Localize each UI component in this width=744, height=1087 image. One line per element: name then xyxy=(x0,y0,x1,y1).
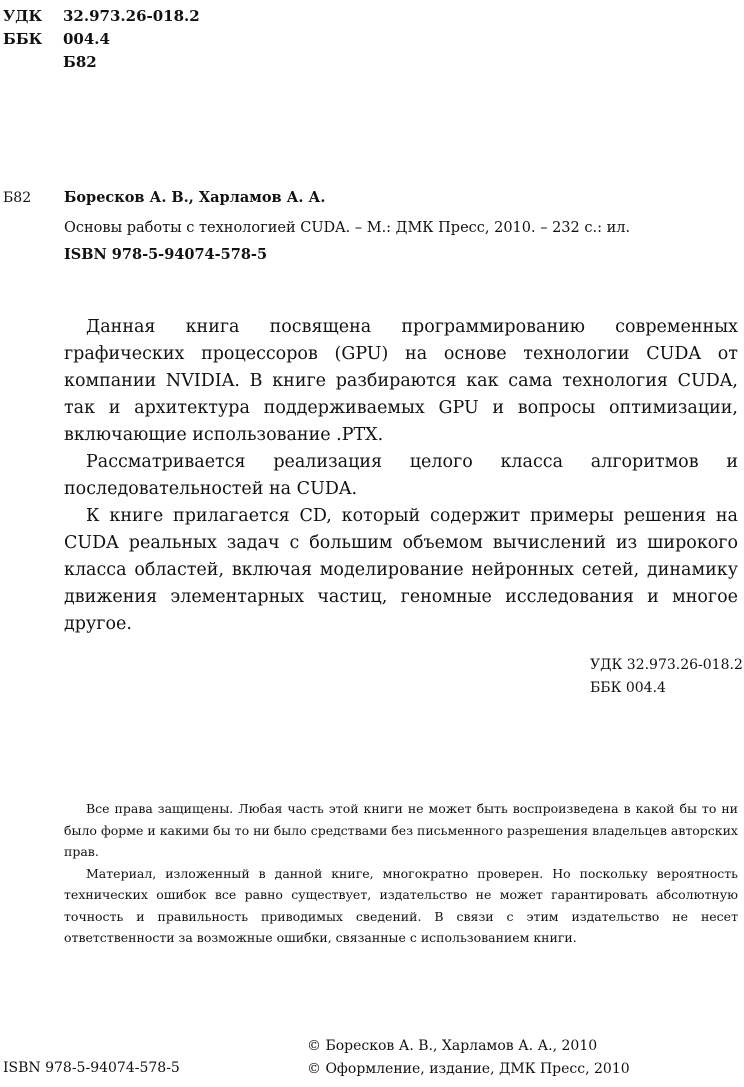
annotation-paragraph: К книге прилагается CD, который содержит примеры решения на CUDA реальных задач с большим объемом вычислений из широкого класса областей, включая моделирование нейронных сетей, динамику движения элементарных частиц, геномные исследования и многое другое. xyxy=(64,506,738,634)
authors: Боресков А. В., Харламов А. А. xyxy=(64,189,326,206)
annotation xyxy=(64,314,738,638)
footer-isbn: ISBN 978-5-94074-578-5 xyxy=(3,1060,180,1076)
annotation-paragraph: Рассматривается реализация целого класса алгоритмов и последовательностей на CUDA. xyxy=(64,452,738,499)
rights-paragraph: Материал, изложенный в данной книге, многократно проверен. Но поскольку вероятность технических ошибок все равно существует, издательство не может гарантировать абсолютную точность и правильность приводимых сведений. В связи с этим издательство не несет ответственности за возможные ошибки, связанные с использованием книги. xyxy=(64,865,738,945)
bbk-value: 004.4 xyxy=(63,30,110,48)
udk-right: УДК 32.973.26-018.2 xyxy=(590,657,743,673)
bbk-row xyxy=(3,29,110,49)
bbk-right: ББК 004.4 xyxy=(590,680,666,696)
title-line: Основы работы с технологией CUDA. – М.: ДМК Пресс, 2010. – 232 с.: ил. xyxy=(64,220,631,236)
copyright-authors: © Боресков А. В., Харламов А. А., 2010 xyxy=(307,1038,598,1054)
annotation-paragraph: Данная книга посвящена программированию современных графических процессоров (GPU) на основе технологии CUDA от компании NVIDIA. В книге разбираются как сама технология CUDA, так и архитектура поддерживаемых GPU и вопросы оптимизации, включающие использование .PTX. xyxy=(64,317,738,445)
author-code: Б82 xyxy=(3,190,32,206)
copyright-publisher: © Оформление, издание, ДМК Пресс, 2010 xyxy=(307,1061,630,1077)
udk-label: УДК xyxy=(3,7,43,25)
udk-value: 32.973.26-018.2 xyxy=(63,7,200,25)
author-mark: Б82 xyxy=(63,53,97,71)
rights-paragraph: Все права защищены. Любая часть этой книги не может быть воспроизведена в какой бы то ни было форме и какими бы то ни было средствами без письменного разрешения владельцев авторских прав. xyxy=(64,801,738,859)
author-mark-row xyxy=(3,52,97,72)
bbk-label: ББК xyxy=(3,30,43,48)
udk-row xyxy=(3,6,200,26)
isbn-line: ISBN 978-5-94074-578-5 xyxy=(64,246,268,263)
rights-notice xyxy=(64,798,738,949)
